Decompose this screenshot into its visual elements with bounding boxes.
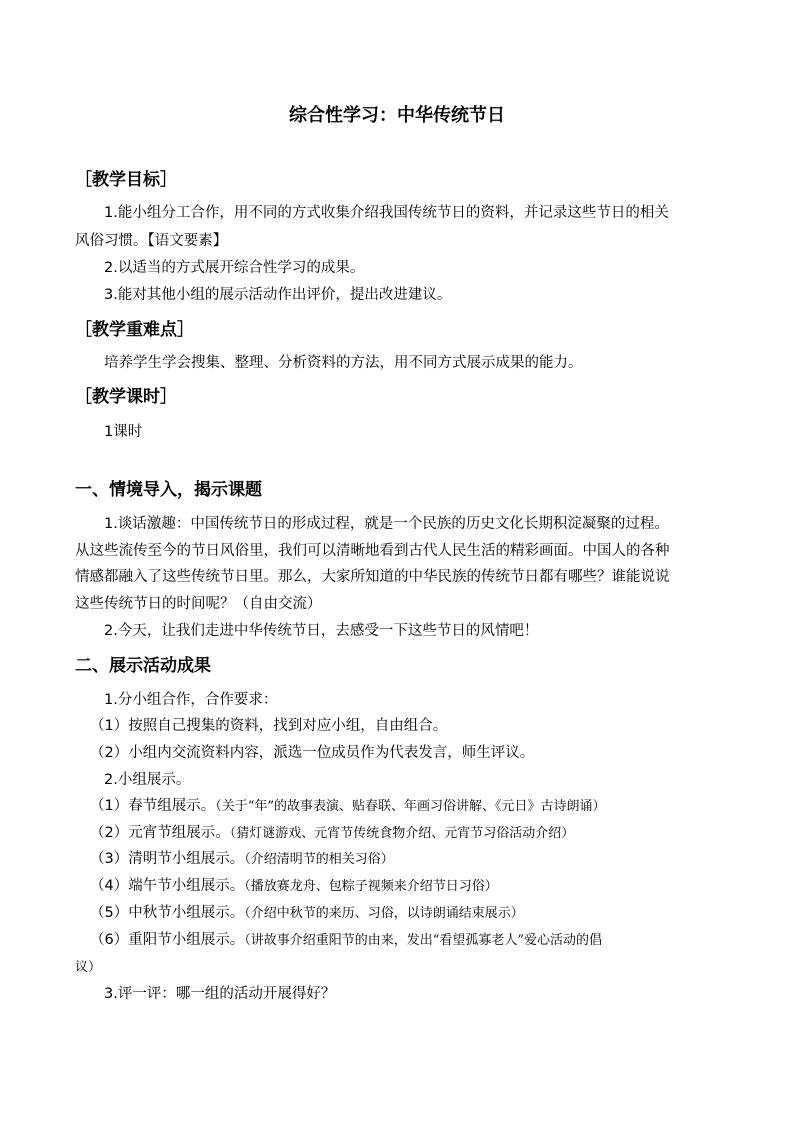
step-item: 3.评一评：哪一组的活动开展得好？: [104, 986, 336, 1002]
group-item: [90, 930, 602, 951]
step-item: 2.小组展示。: [104, 772, 191, 788]
page-title: 综合性学习：中华传统节日: [289, 105, 505, 126]
group-title: （2）元宵节组展示。: [90, 825, 230, 841]
section-heading-goals: ［教学目标］: [75, 170, 177, 190]
group-note: （猜灯谜游戏、元宵节传统食物介绍、元宵节习俗活动介绍）: [229, 826, 575, 841]
paragraph-line: 情感都融入了这些传统节日里。那么，大家所知道的中华民族的传统节日都有哪些？谁能说说: [75, 569, 670, 585]
paragraph-line: 从这些流传至今的节日风俗里，我们可以清晰地看到古代人民生活的精彩画面。中国人的各种: [75, 543, 670, 559]
paragraph-line: 1.谈话激趣：中国传统节日的形成过程，就是一个民族的历史文化长期积淀凝聚的过程。: [104, 516, 669, 532]
group-item: [90, 823, 574, 844]
group-note: （播放赛龙舟、包粽子视频来介绍节日习俗）: [244, 879, 498, 894]
goal-item: 1.能小组分工合作，用不同的方式收集介绍我国传统节日的资料，并记录这些节日的相关: [104, 205, 669, 221]
group-title: （4）端午节小组展示。: [90, 878, 245, 894]
hours-text: 1课时: [104, 424, 143, 440]
group-item: [90, 849, 394, 870]
group-item-continued: [75, 957, 101, 978]
section-heading-key-points: ［教学重难点］: [75, 320, 194, 340]
key-points-text: 培养学生学会搜集、整理、分析资料的方法，用不同方式展示成果的能力。: [104, 355, 583, 371]
section-heading-hours: ［教学课时］: [75, 387, 177, 407]
group-title: （5）中秋节小组展示。: [90, 905, 245, 921]
group-note: （介绍中秋节的来历、习俗，以诗朗诵结束展示）: [244, 906, 524, 921]
part1-heading: 一、情境导入，揭示课题: [75, 480, 262, 500]
group-note: （介绍清明节的相关习俗）: [244, 852, 394, 867]
part2-heading: 二、展示活动成果: [75, 656, 211, 676]
group-title: （3）清明节小组展示。: [90, 851, 245, 867]
group-item: [90, 796, 606, 817]
group-note: 议）: [75, 960, 102, 975]
group-item: [90, 903, 524, 924]
goal-item-continued: 风俗习惯。【语文要素】: [75, 233, 228, 249]
paragraph-line: 这些传统节日的时间呢？（自由交流）: [75, 596, 322, 612]
group-title: （1）春节组展示。: [90, 798, 216, 814]
step-item: 1.分小组合作，合作要求：: [104, 692, 278, 708]
goal-item: 2.以适当的方式展开综合性学习的成果。: [104, 260, 365, 276]
group-note: （关于“年”的故事表演、贴春联、年画习俗讲解、《元日》古诗朗诵）: [215, 799, 606, 814]
group-note: （讲故事介绍重阳节的由来，发出“看望孤寡老人”爱心活动的倡: [244, 933, 603, 948]
goal-item: 3.能对其他小组的展示活动作出评价，提出改进建议。: [104, 287, 452, 303]
group-title: （6）重阳节小组展示。: [90, 932, 245, 948]
sub-item: （2）小组内交流资料内容，派选一位成员作为代表发言，师生评议。: [90, 745, 535, 761]
paragraph-line: 2.今天，让我们走进中华传统节日，去感受一下这些节日的风情吧！: [104, 623, 539, 639]
group-item: [90, 876, 498, 897]
sub-item: （1）按照自己搜集的资料，找到对应小组，自由组合。: [90, 718, 448, 734]
